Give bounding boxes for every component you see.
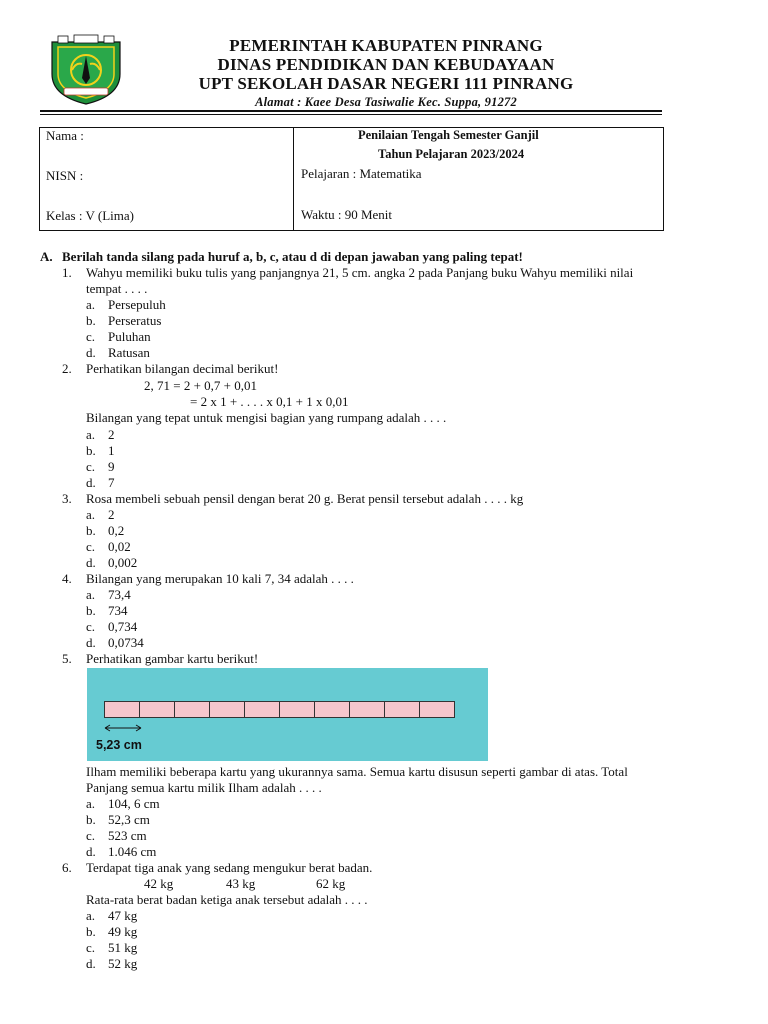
- option-text: 1.046 cm: [108, 844, 157, 859]
- option-letter: a.: [86, 587, 96, 602]
- section-letter: A.: [40, 249, 53, 264]
- option-letter: c.: [86, 828, 96, 843]
- option-text: 523 cm: [108, 828, 147, 843]
- header-line-2: DINAS PENDIDIKAN DAN KEBUDAYAAN: [217, 55, 555, 74]
- question-text: Rata-rata berat badan ketiga anak tersebut adalah . . . .: [86, 892, 368, 907]
- option-letter: c.: [86, 539, 96, 554]
- card: [174, 701, 210, 718]
- academic-year: Tahun Pelajaran 2023/2024: [378, 147, 525, 161]
- card: [419, 701, 455, 718]
- question-text: Bilangan yang merupakan 10 kali 7, 34 adalah . . . .: [86, 571, 354, 586]
- card-strip: [104, 701, 455, 718]
- card: [139, 701, 175, 718]
- option-letter: a.: [86, 796, 96, 811]
- option-text: Perseratus: [108, 313, 162, 328]
- option-letter: c.: [86, 619, 96, 634]
- header-address: Alamat : Kaee Desa Tasiwalie Kec. Suppa, 91272: [255, 95, 517, 109]
- option-text: 49 kg: [108, 924, 138, 939]
- option-letter: b.: [86, 443, 96, 458]
- option-text: 9: [108, 459, 115, 474]
- nisn-field-label: NISN :: [46, 168, 84, 183]
- question-text: Perhatikan gambar kartu berikut!: [86, 651, 259, 666]
- weight-value: 42 kg: [144, 876, 174, 891]
- option-text: Ratusan: [108, 345, 150, 360]
- option-letter: d.: [86, 555, 96, 570]
- option-text: 52,3 cm: [108, 812, 150, 827]
- option-letter: b.: [86, 603, 96, 618]
- weight-value: 62 kg: [316, 876, 346, 891]
- option-text: Puluhan: [108, 329, 151, 344]
- option-text: 47 kg: [108, 908, 138, 923]
- subject-label: Pelajaran : Matematika: [301, 166, 422, 181]
- option-letter: a.: [86, 297, 96, 312]
- option-letter: c.: [86, 329, 96, 344]
- header-line-3: UPT SEKOLAH DASAR NEGERI 111 PINRANG: [198, 74, 574, 93]
- header-rule-thin: [40, 114, 662, 115]
- option-text: 2: [108, 427, 115, 442]
- equation-line: 2, 71 = 2 + 0,7 + 0,01: [144, 378, 257, 393]
- regency-emblem-icon: [44, 34, 128, 106]
- option-text: 0,0734: [108, 635, 144, 650]
- time-label: Waktu : 90 Menit: [301, 207, 393, 222]
- question-text: Rosa membeli sebuah pensil dengan berat 20 g. Berat pensil tersebut adalah . . . . kg: [86, 491, 524, 506]
- option-letter: d.: [86, 844, 96, 859]
- card: [104, 701, 140, 718]
- double-arrow-icon: [103, 724, 143, 732]
- card: [314, 701, 350, 718]
- question-text: Terdapat tiga anak yang sedang mengukur berat badan.: [86, 860, 373, 875]
- option-text: 1: [108, 443, 115, 458]
- header-line-1: PEMERINTAH KABUPATEN PINRANG: [229, 36, 543, 55]
- card-length-label: 5,23 cm: [96, 738, 142, 752]
- option-text: 51 kg: [108, 940, 138, 955]
- info-box-divider: [293, 128, 294, 230]
- card: [349, 701, 385, 718]
- card: [279, 701, 315, 718]
- option-letter: d.: [86, 345, 96, 360]
- equation-line: = 2 x 1 + . . . . x 0,1 + 1 x 0,01: [190, 394, 349, 409]
- question-text: Wahyu memiliki buku tulis yang panjangnya 21, 5 cm. angka 2 pada Panjang buku Wahyu memiliki nilai: [86, 265, 634, 280]
- question-number: 4.: [62, 571, 72, 586]
- option-letter: c.: [86, 459, 96, 474]
- option-letter: a.: [86, 908, 96, 923]
- card: [209, 701, 245, 718]
- student-info-box: [39, 127, 664, 231]
- option-letter: a.: [86, 427, 96, 442]
- question-text: Panjang semua kartu milik Ilham adalah . . . .: [86, 780, 322, 795]
- option-text: Persepuluh: [108, 297, 166, 312]
- weight-value: 43 kg: [226, 876, 256, 891]
- option-text: 0,02: [108, 539, 131, 554]
- question-number: 2.: [62, 361, 72, 376]
- letterhead: [0, 0, 768, 118]
- option-letter: d.: [86, 635, 96, 650]
- class-field-label: Kelas : V (Lima): [46, 208, 134, 223]
- option-letter: b.: [86, 812, 96, 827]
- option-text: 734: [108, 603, 128, 618]
- question-number: 6.: [62, 860, 72, 875]
- question-text: tempat . . . .: [86, 281, 148, 296]
- option-text: 2: [108, 507, 115, 522]
- header-rule-thick: [40, 110, 662, 112]
- option-text: 7: [108, 475, 115, 490]
- question-text: Perhatikan bilangan decimal berikut!: [86, 361, 279, 376]
- option-letter: a.: [86, 507, 96, 522]
- option-text: 0,2: [108, 523, 125, 538]
- exam-title: Penilaian Tengah Semester Ganjil: [358, 128, 539, 142]
- question-number: 3.: [62, 491, 72, 506]
- option-text: 0,734: [108, 619, 138, 634]
- question-number: 5.: [62, 651, 72, 666]
- option-letter: b.: [86, 523, 96, 538]
- question-text: Bilangan yang tepat untuk mengisi bagian yang rumpang adalah . . . .: [86, 410, 447, 425]
- option-text: 73,4: [108, 587, 131, 602]
- option-text: 52 kg: [108, 956, 138, 971]
- option-text: 104, 6 cm: [108, 796, 160, 811]
- card: [384, 701, 420, 718]
- option-letter: d.: [86, 956, 96, 971]
- option-letter: b.: [86, 924, 96, 939]
- card: [244, 701, 280, 718]
- card-row-figure: [87, 668, 488, 761]
- question-number: 1.: [62, 265, 72, 280]
- option-text: 0,002: [108, 555, 138, 570]
- section-instruction: Berilah tanda silang pada huruf a, b, c, atau d di depan jawaban yang paling tepat!: [62, 249, 523, 264]
- option-letter: b.: [86, 313, 96, 328]
- name-field-label: Nama :: [46, 128, 84, 143]
- option-letter: d.: [86, 475, 96, 490]
- option-letter: c.: [86, 940, 96, 955]
- question-text: Ilham memiliki beberapa kartu yang ukurannya sama. Semua kartu disusun seperti gambar di atas. Total: [86, 764, 628, 779]
